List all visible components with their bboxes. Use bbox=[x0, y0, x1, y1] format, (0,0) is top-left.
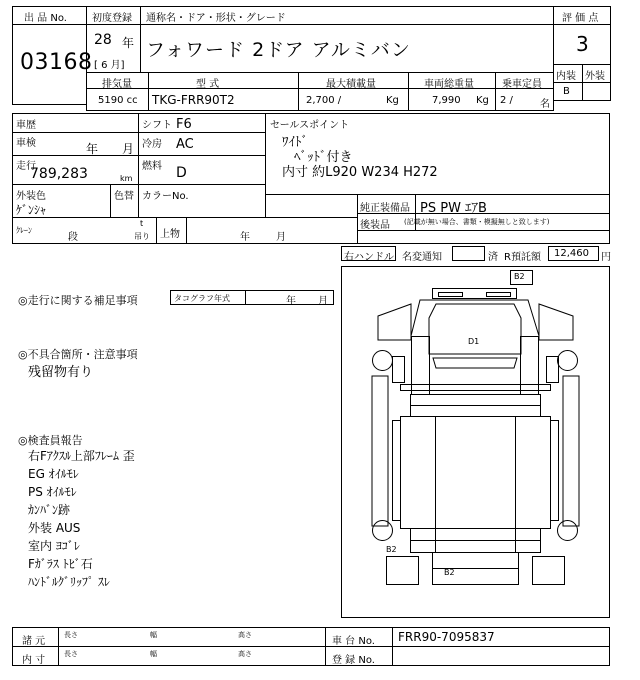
exterior-grade-label: 外装 bbox=[585, 71, 605, 82]
color-number-label: カラーNo. bbox=[142, 191, 189, 202]
max-load-unit: Kg bbox=[386, 95, 399, 106]
handle-position: 右ハンドル bbox=[344, 252, 394, 263]
registration-month: [ 6 月] bbox=[94, 60, 125, 71]
mileage-value: 789,283 bbox=[30, 166, 88, 182]
fuel-value: D bbox=[176, 165, 187, 181]
displacement-label: 排気量 bbox=[102, 79, 132, 90]
vehicle-name-label: 通称名・ドア・形状・グレード bbox=[146, 13, 286, 24]
genuine-equipment-value: PS PW ｴｱB bbox=[420, 201, 487, 216]
gross-weight-value: 7,990 bbox=[432, 95, 461, 106]
inspection-month: 月 bbox=[122, 142, 135, 156]
interior-grade-label: 内装 bbox=[556, 71, 576, 82]
recycle-deposit-unit: 円 bbox=[601, 252, 611, 263]
mileage-label: 走行 bbox=[16, 161, 36, 172]
mileage-unit: km bbox=[120, 174, 133, 183]
inspector-report-line: ｶﾝﾊﾞﾝ跡 bbox=[28, 503, 71, 517]
inspector-report-line: 右Fｱｸｽﾙ上部ﾌﾚｰﾑ 歪 bbox=[28, 449, 135, 463]
capacity-label: 乗車定員 bbox=[502, 79, 542, 90]
capacity-value: 2 / bbox=[500, 95, 513, 106]
first-registration-label: 初度登録 bbox=[92, 13, 132, 24]
registration-year: 28 bbox=[94, 32, 112, 48]
length-label: 長さ bbox=[64, 650, 78, 658]
crane-hook: 吊り bbox=[134, 232, 150, 241]
driving-notes-label: ◎走行に関する補足事項 bbox=[18, 294, 138, 307]
sales-point-line: ﾜｲﾄﾞ bbox=[282, 135, 308, 150]
height-label: 高さ bbox=[238, 631, 252, 639]
inspector-report-line: 外装 AUS bbox=[28, 521, 81, 535]
inspector-report-line: 室内 ﾖｺﾞﾚ bbox=[28, 539, 80, 553]
body-month: 月 bbox=[276, 232, 286, 243]
ac-value: AC bbox=[176, 137, 194, 152]
aftermarket-note: (記載が無い場合、書類・模擬無しと致します) bbox=[404, 218, 550, 226]
genuine-equipment-label: 純正装備品 bbox=[360, 203, 410, 214]
body-year: 年 bbox=[240, 232, 250, 243]
chassis-number: FRR90-7095837 bbox=[398, 630, 495, 644]
recycle-deposit-value: 12,460 bbox=[554, 248, 589, 259]
ac-label: 冷房 bbox=[142, 139, 162, 150]
aftermarket-label: 後装品 bbox=[360, 220, 390, 231]
gross-weight-unit: Kg bbox=[476, 95, 489, 106]
inspector-report-label: ◎検査員報告 bbox=[18, 434, 83, 447]
damage-mark: B2 bbox=[514, 272, 525, 281]
vehicle-name: フォワード 2ドア アルミバン bbox=[146, 39, 411, 61]
inspector-report-line: PS ｵｲﾙﾓﾚ bbox=[28, 485, 77, 499]
length-label: 長さ bbox=[64, 631, 78, 639]
crane-stage: 段 bbox=[68, 232, 78, 243]
registration-year-unit: 年 bbox=[122, 36, 135, 50]
damage-mark: D1 bbox=[468, 337, 480, 346]
registration-number-label: 登 録 No. bbox=[332, 655, 375, 666]
tachograph-month: 月 bbox=[318, 296, 328, 307]
dimensions-label: 諸 元 bbox=[22, 636, 46, 647]
fuel-label: 燃料 bbox=[142, 161, 162, 172]
history-label: 車歴 bbox=[16, 120, 36, 131]
defect-note-line: 残留物有り bbox=[28, 365, 94, 380]
sales-point-line: ﾍﾞｯﾄﾞ付き bbox=[294, 150, 353, 165]
name-change-notice-label: 名変通知 bbox=[402, 252, 442, 263]
sales-point-label: セールスポイント bbox=[270, 120, 350, 131]
max-load-label: 最大積載量 bbox=[326, 79, 376, 90]
gross-weight-label: 車両総重量 bbox=[424, 79, 474, 90]
inspection-year: 年 bbox=[86, 142, 99, 156]
defect-notes-label: ◎不具合箇所・注意事項 bbox=[18, 348, 138, 361]
chassis-number-label: 車 台 No. bbox=[332, 636, 375, 647]
inspector-report-line: Fｶﾞﾗｽ ﾄﾋﾞ石 bbox=[28, 557, 93, 571]
crane-label: ｸﾚｰﾝ bbox=[16, 226, 32, 235]
model-value: TKG-FRR90T2 bbox=[152, 93, 235, 107]
exterior-color-label: 外装色 bbox=[16, 191, 46, 202]
max-load-value: 2,700 / bbox=[306, 95, 342, 106]
crane-ton: t bbox=[140, 219, 144, 228]
displacement-value: 5190 cc bbox=[98, 95, 138, 106]
tachograph-year: 年 bbox=[286, 296, 296, 307]
body-label: 上物 bbox=[160, 229, 180, 240]
shift-label: シフト bbox=[142, 120, 172, 131]
inspector-report-line: ﾊﾝﾄﾞﾙｸﾞﾘｯﾌﾟ ｽﾚ bbox=[28, 575, 110, 589]
lot-number-label: 出 品 No. bbox=[24, 13, 67, 24]
interior-dimensions-label: 内 寸 bbox=[22, 655, 46, 666]
inspector-report-line: EG ｵｲﾙﾓﾚ bbox=[28, 467, 79, 481]
sales-point-line: 内寸 約L920 W234 H272 bbox=[282, 165, 438, 180]
tachograph-label: タコグラフ年式 bbox=[174, 294, 230, 303]
damage-mark: B2 bbox=[386, 545, 397, 554]
interior-grade: B bbox=[563, 86, 570, 97]
recycle-paid-mark: 済 bbox=[488, 252, 498, 263]
shift-value: F6 bbox=[176, 117, 192, 132]
lot-number: 03168 bbox=[20, 50, 93, 75]
exterior-color-value: ｹﾞﾝｼｬ bbox=[16, 203, 47, 217]
score-label: 評 価 点 bbox=[562, 13, 599, 24]
score-value: 3 bbox=[576, 32, 589, 56]
capacity-unit: 名 bbox=[540, 99, 550, 110]
height-label: 高さ bbox=[238, 650, 252, 658]
width-label: 幅 bbox=[150, 650, 157, 658]
width-label: 幅 bbox=[150, 631, 157, 639]
inspection-label: 車検 bbox=[16, 138, 36, 149]
model-label: 型 式 bbox=[196, 79, 220, 90]
color-change-label: 色替 bbox=[114, 191, 134, 202]
recycle-deposit-label: R預託額 bbox=[504, 252, 541, 263]
damage-mark: B2 bbox=[444, 568, 455, 577]
